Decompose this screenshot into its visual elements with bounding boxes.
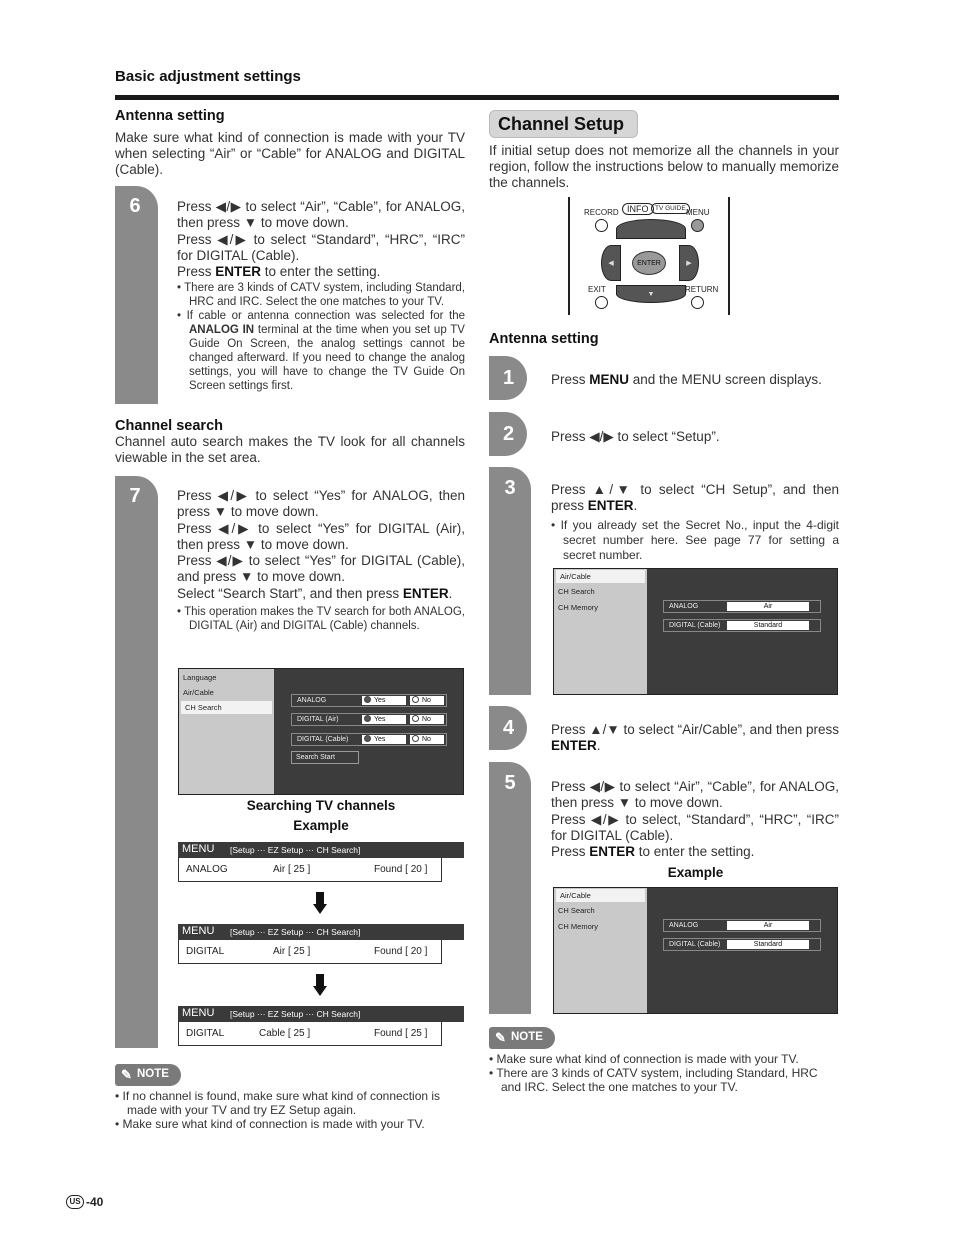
record-label: RECORD — [584, 208, 619, 217]
searching-example: Example — [293, 818, 349, 833]
antenna-intro: Make sure what kind of connection is made with your TV when selecting “Air” or “Cable” for ANALOG and DIGITAL (Cable). — [115, 130, 465, 177]
remote-control — [568, 197, 730, 315]
note-item: • There are 3 kinds of CATV system, including Standard, HRC and IRC. Select the one matches to your TV. — [489, 1066, 818, 1094]
step-6-line-1: Press ◀/▶ to select “Air”, “Cable”, for ANALOG, then press ▼ to move down. — [177, 199, 465, 231]
info-button: INFO — [622, 203, 654, 215]
step-6-bullet-1: • There are 3 kinds of CATV system, including Standard, HRC and IRC. Select the one matches to your TV. — [177, 282, 465, 309]
step-7-line-4: Select “Search Start”, and then press ENTER. — [177, 585, 453, 601]
osd-menu-item-selected: Air/Cable — [556, 889, 645, 902]
menu-bar-1: MENU [Setup ··· EZ Setup ··· CH Search] — [178, 842, 464, 858]
note-item: • Make sure what kind of connection is made with your TV. — [489, 1052, 799, 1066]
radio-icon — [412, 696, 419, 703]
dpad-down: ▼ — [616, 285, 686, 303]
tv-guide-button: TV GUIDE — [651, 203, 690, 214]
osd-menu-item: Language — [183, 673, 217, 682]
arrow-down-icon — [313, 974, 327, 996]
osd-menu-item: CH Memory — [558, 922, 599, 931]
radio-icon — [412, 735, 419, 742]
record-button — [595, 219, 608, 232]
step-5-text: Press ◀/▶ to select “Air”, “Cable”, for ANALOG, then press ▼ to move down. Press ◀/▶ to select, “Standard”, “HRC”, “IRC” for DIGITAL (Cable). Press ENTER to enter the setting. — [551, 779, 839, 860]
osd-menu-item-selected: CH Search — [181, 701, 272, 714]
note-item: • If no channel is found, make sure what kind of connection is made with your TV and try EZ Setup again. — [115, 1089, 441, 1117]
search-start-button: Search Start — [291, 751, 359, 764]
left-note-list — [115, 1089, 465, 1131]
step-6-number: 6 — [129, 195, 141, 217]
step-6-bullet-2: • If cable or antenna connection was selected for the ANALOG IN terminal at the time when you set up TV Guide On Screen, the analog settings cannot be changed afterward. If you need to change the analog settings, you will have to change the TV Guide On Screen settings first. — [177, 310, 465, 393]
step-1-text: Press MENU and the MENU screen displays. — [551, 372, 822, 387]
page-number: -40 — [86, 1195, 104, 1209]
channel-search-title: Channel search — [115, 418, 223, 434]
dpad-left: ◀ — [601, 245, 621, 281]
section-header: Basic adjustment settings — [115, 68, 301, 85]
osd-row-digital-cable: DIGITAL (Cable) Standard — [663, 938, 821, 951]
step-6-bar — [115, 186, 158, 404]
antenna-setting-title: Antenna setting — [115, 108, 225, 124]
osd-row-analog: ANALOG Air — [663, 600, 821, 613]
step-4-text: Press ▲/▼ to select “Air/Cable”, and then press ENTER. — [551, 722, 839, 754]
dpad-up — [616, 219, 686, 239]
note-badge: ✎ NOTE — [115, 1064, 181, 1086]
air-cable-screen — [553, 568, 838, 695]
channel-setup-title: Channel Setup — [489, 110, 638, 138]
step-6-line-3: Press ENTER to enter the setting. — [177, 264, 381, 280]
step-7-bar — [115, 476, 158, 1048]
step-2-tab: 2 — [489, 412, 527, 456]
osd-menu-item-selected: Air/Cable — [556, 570, 645, 583]
menu-button — [691, 219, 704, 232]
search-status-2: DIGITAL Air [ 25 ] Found [ 20 ] — [178, 940, 442, 964]
radio-icon — [364, 715, 371, 722]
osd-menu-item: Air/Cable — [183, 688, 214, 697]
menu-bar-3: MENU [Setup ··· EZ Setup ··· CH Search] — [178, 1006, 464, 1022]
osd-row-digital-cable: DIGITAL (Cable) Yes No — [291, 733, 447, 746]
step-4-tab: 4 — [489, 706, 527, 750]
pencil-icon: ✎ — [495, 1030, 506, 1045]
enter-button: ENTER — [632, 251, 666, 275]
step-3-text: Press ▲/▼ to select “CH Setup”, and then press ENTER. • If you already set the Secret No., input the 4-digit secret number here. See page 77 for setting a secret number. — [551, 482, 839, 562]
step-7-number: 7 — [129, 485, 141, 507]
ch-search-screen — [178, 668, 464, 795]
step-3-bar — [489, 467, 531, 695]
radio-icon — [364, 735, 371, 742]
step-3-number: 3 — [504, 477, 516, 499]
exit-label: EXIT — [588, 285, 606, 294]
menu-bar-2: MENU [Setup ··· EZ Setup ··· CH Search] — [178, 924, 464, 940]
step-7-text — [177, 488, 465, 633]
menu-label: MENU — [686, 208, 710, 217]
osd-row-analog: ANALOG Air — [663, 919, 821, 932]
osd-menu-item: CH Memory — [558, 603, 599, 612]
osd-row-analog: ANALOG Yes No — [291, 694, 447, 707]
step-7-line-2: Press ◀/▶ to select “Yes” for DIGITAL (Air), then press ▼ to move down. — [177, 520, 465, 552]
step-2-text: Press ◀/▶ to select “Setup”. — [551, 429, 720, 444]
step-5-example: Example — [667, 865, 724, 880]
air-cable-example-screen — [553, 887, 838, 1014]
step-3-bullet: • If you already set the Secret No., input the 4-digit secret number here. See page 77 for setting a secret number. — [551, 517, 839, 562]
search-status-1: ANALOG Air [ 25 ] Found [ 20 ] — [178, 858, 442, 882]
step-5-bar — [489, 762, 531, 1014]
exit-button — [595, 296, 608, 309]
step-7-line-3: Press ◀/▶ to select “Yes” for DIGITAL (Cable), and press ▼ to move down. — [177, 553, 465, 585]
osd-menu-item: CH Search — [558, 906, 595, 915]
note-item: • Make sure what kind of connection is made with your TV. — [115, 1117, 425, 1131]
step-6-text — [177, 199, 465, 393]
step-5-number: 5 — [504, 772, 516, 794]
osd-row-digital-air: DIGITAL (Air) Yes No — [291, 713, 447, 726]
return-label: RETURN — [685, 285, 719, 294]
region-badge: US — [66, 1195, 84, 1209]
step-7-bullet-1: • This operation makes the TV search for both ANALOG, DIGITAL (Air) and DIGITAL (Cable) channels. — [177, 606, 465, 633]
osd-menu-item: CH Search — [558, 587, 595, 596]
dpad-right: ▶ — [679, 245, 699, 281]
radio-icon — [412, 715, 419, 722]
right-note-list — [489, 1052, 839, 1094]
return-button — [691, 296, 704, 309]
note-badge: ✎ NOTE — [489, 1027, 555, 1049]
osd-row-digital-cable: DIGITAL (Cable) Standard — [663, 619, 821, 632]
arrow-down-icon — [313, 892, 327, 914]
channel-setup-intro: If initial setup does not memorize all the channels in your region, follow the instructions below to manually memorize the channels. — [489, 143, 839, 190]
search-status-3: DIGITAL Cable [ 25 ] Found [ 25 ] — [178, 1022, 442, 1046]
channel-search-intro: Channel auto search makes the TV look for all channels viewable in the set area. — [115, 434, 465, 465]
header-rule — [115, 95, 839, 100]
antenna-setting-title-right: Antenna setting — [489, 331, 599, 347]
step-7-line-1: Press ◀/▶ to select “Yes” for ANALOG, then press ▼ to move down. — [177, 488, 465, 520]
step-6-line-2: Press ◀/▶ to select “Standard”, “HRC”, “IRC” for DIGITAL (Cable). — [177, 231, 465, 263]
radio-icon — [364, 696, 371, 703]
pencil-icon: ✎ — [121, 1067, 132, 1082]
searching-title: Searching TV channels — [246, 798, 396, 813]
step-1-tab: 1 — [489, 356, 527, 400]
